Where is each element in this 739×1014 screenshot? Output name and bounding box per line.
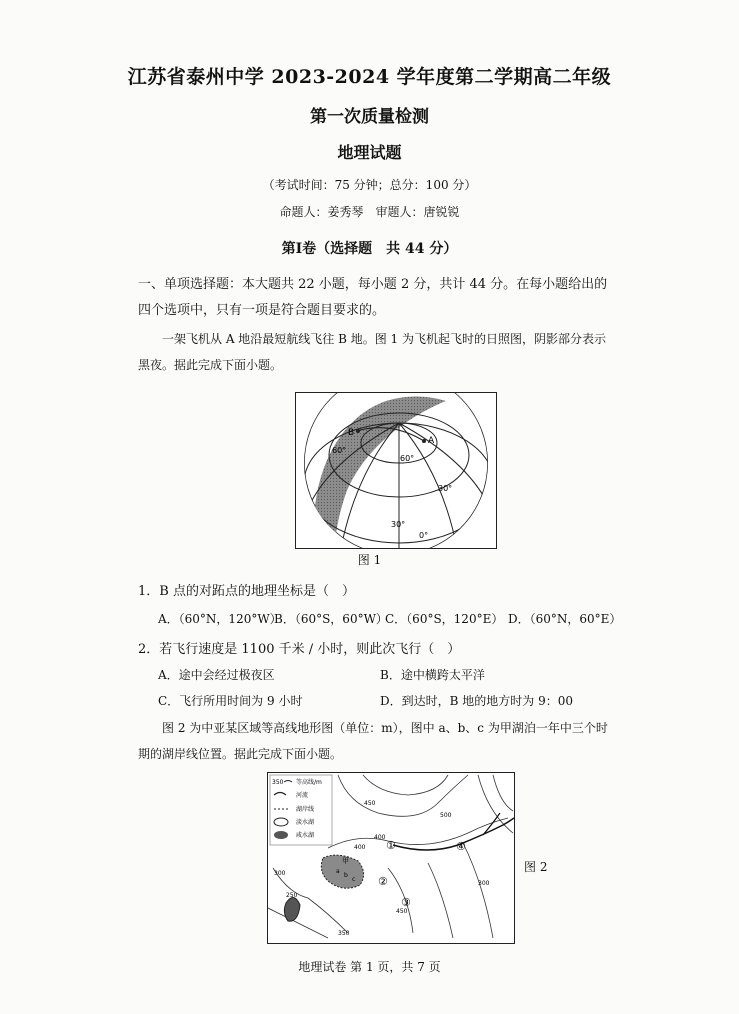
figure-1-caption: 图 1 — [357, 553, 382, 567]
contour-400-a: 400 — [374, 834, 386, 841]
marker-1: ① — [386, 839, 396, 852]
contour-400-b: 400 — [354, 844, 366, 851]
q2-option-d: D．到达时，B 地的地方时为 9：00 — [380, 694, 573, 708]
label-a: A — [428, 436, 435, 446]
legend-contour: 等高线/m — [296, 779, 322, 786]
figure-2 — [267, 772, 515, 944]
figure-2-caption: 图 2 — [524, 860, 548, 874]
q1-option-d: D．（60°N，60°E） — [508, 612, 622, 626]
marker-2: ② — [378, 875, 388, 888]
passage-1: 一架飞机从 A 地沿最短航线飞往 B 地。图 1 为飞机起飞时的日照图，阴影部分表示黑夜。据此完成下面小题。 — [138, 332, 607, 372]
contour-450-top: 450 — [364, 800, 376, 807]
lat-0: 0° — [419, 531, 429, 540]
lake-letter-a: a — [336, 868, 340, 875]
q1-option-a: A．（60°N，120°W） — [158, 612, 282, 626]
lat-60: 60° — [400, 454, 415, 463]
contour-250: 250 — [286, 892, 298, 899]
lake-letter-c: c — [352, 876, 356, 883]
contour-350: 350 — [338, 930, 350, 937]
marker-3: ③ — [401, 896, 411, 909]
legend-river: 河流 — [296, 792, 309, 799]
figure-1 — [295, 392, 497, 549]
legend-salt-lake: 咸水湖 — [296, 832, 315, 839]
q2-option-c: C．飞行所用时间为 9 小时 — [158, 694, 303, 708]
question-2: 2．若飞行速度是 1100 千米 / 小时，则此次飞行（ ） — [138, 642, 461, 657]
figure-2-svg — [268, 773, 514, 943]
legend-fresh-lake: 淡水湖 — [296, 819, 315, 826]
contour-450-bottom: 450 — [396, 908, 408, 915]
legend — [270, 775, 332, 845]
legend-shoreline: 湖岸线 — [296, 806, 315, 813]
q2-option-a: A．途中会经过极夜区 — [158, 668, 275, 682]
label-b: B — [348, 428, 355, 438]
lake-label: 甲 — [342, 857, 349, 865]
figure-1-svg — [296, 393, 496, 548]
authors: 命题人：姜秀琴 审题人：唐锐锐 — [279, 205, 460, 219]
q2-option-b: B．途中横跨太平洋 — [380, 668, 485, 682]
exam-info: （考试时间：75 分钟；总分：100 分） — [262, 178, 477, 192]
lat-60-west: 60° — [332, 446, 347, 455]
contour-300-left: 300 — [274, 870, 286, 877]
question-1: 1．B 点的对跖点的地理坐标是（ ） — [138, 584, 355, 599]
title-line1: 江苏省泰州中学 2023-2024 学年度第二学期高二年级 — [127, 66, 612, 88]
legend-sample-value: 350 — [272, 779, 284, 786]
section-title: 第Ⅰ卷（选择题 共 44 分） — [281, 241, 458, 257]
subject-title: 地理试题 — [337, 143, 402, 162]
contour-300-right: 300 — [478, 880, 490, 887]
lake-letter-b: b — [344, 872, 348, 879]
contour-500: 500 — [440, 812, 452, 819]
passage-2: 图 2 为中亚某区域等高线地形图（单位：m），图中 a、b、c 为甲湖泊一年中三个时期的湖岸线位置。据此完成下面小题。 — [138, 721, 608, 761]
q1-option-b: B．（60°S，60°W） — [274, 612, 388, 626]
page-footer: 地理试卷 第 1 页，共 7 页 — [298, 960, 441, 974]
marker-4: ④ — [456, 840, 466, 853]
lat-30-south: 30° — [391, 520, 406, 529]
instructions: 一、单项选择题：本大题共 22 小题，每小题 2 分，共计 44 分。在每小题给出的四个选项中，只有一项是符合题目要求的。 — [138, 277, 608, 318]
q1-option-c: C．（60°S，120°E） — [385, 612, 504, 626]
lat-30: 30° — [438, 484, 453, 493]
title-line2: 第一次质量检测 — [310, 107, 429, 127]
